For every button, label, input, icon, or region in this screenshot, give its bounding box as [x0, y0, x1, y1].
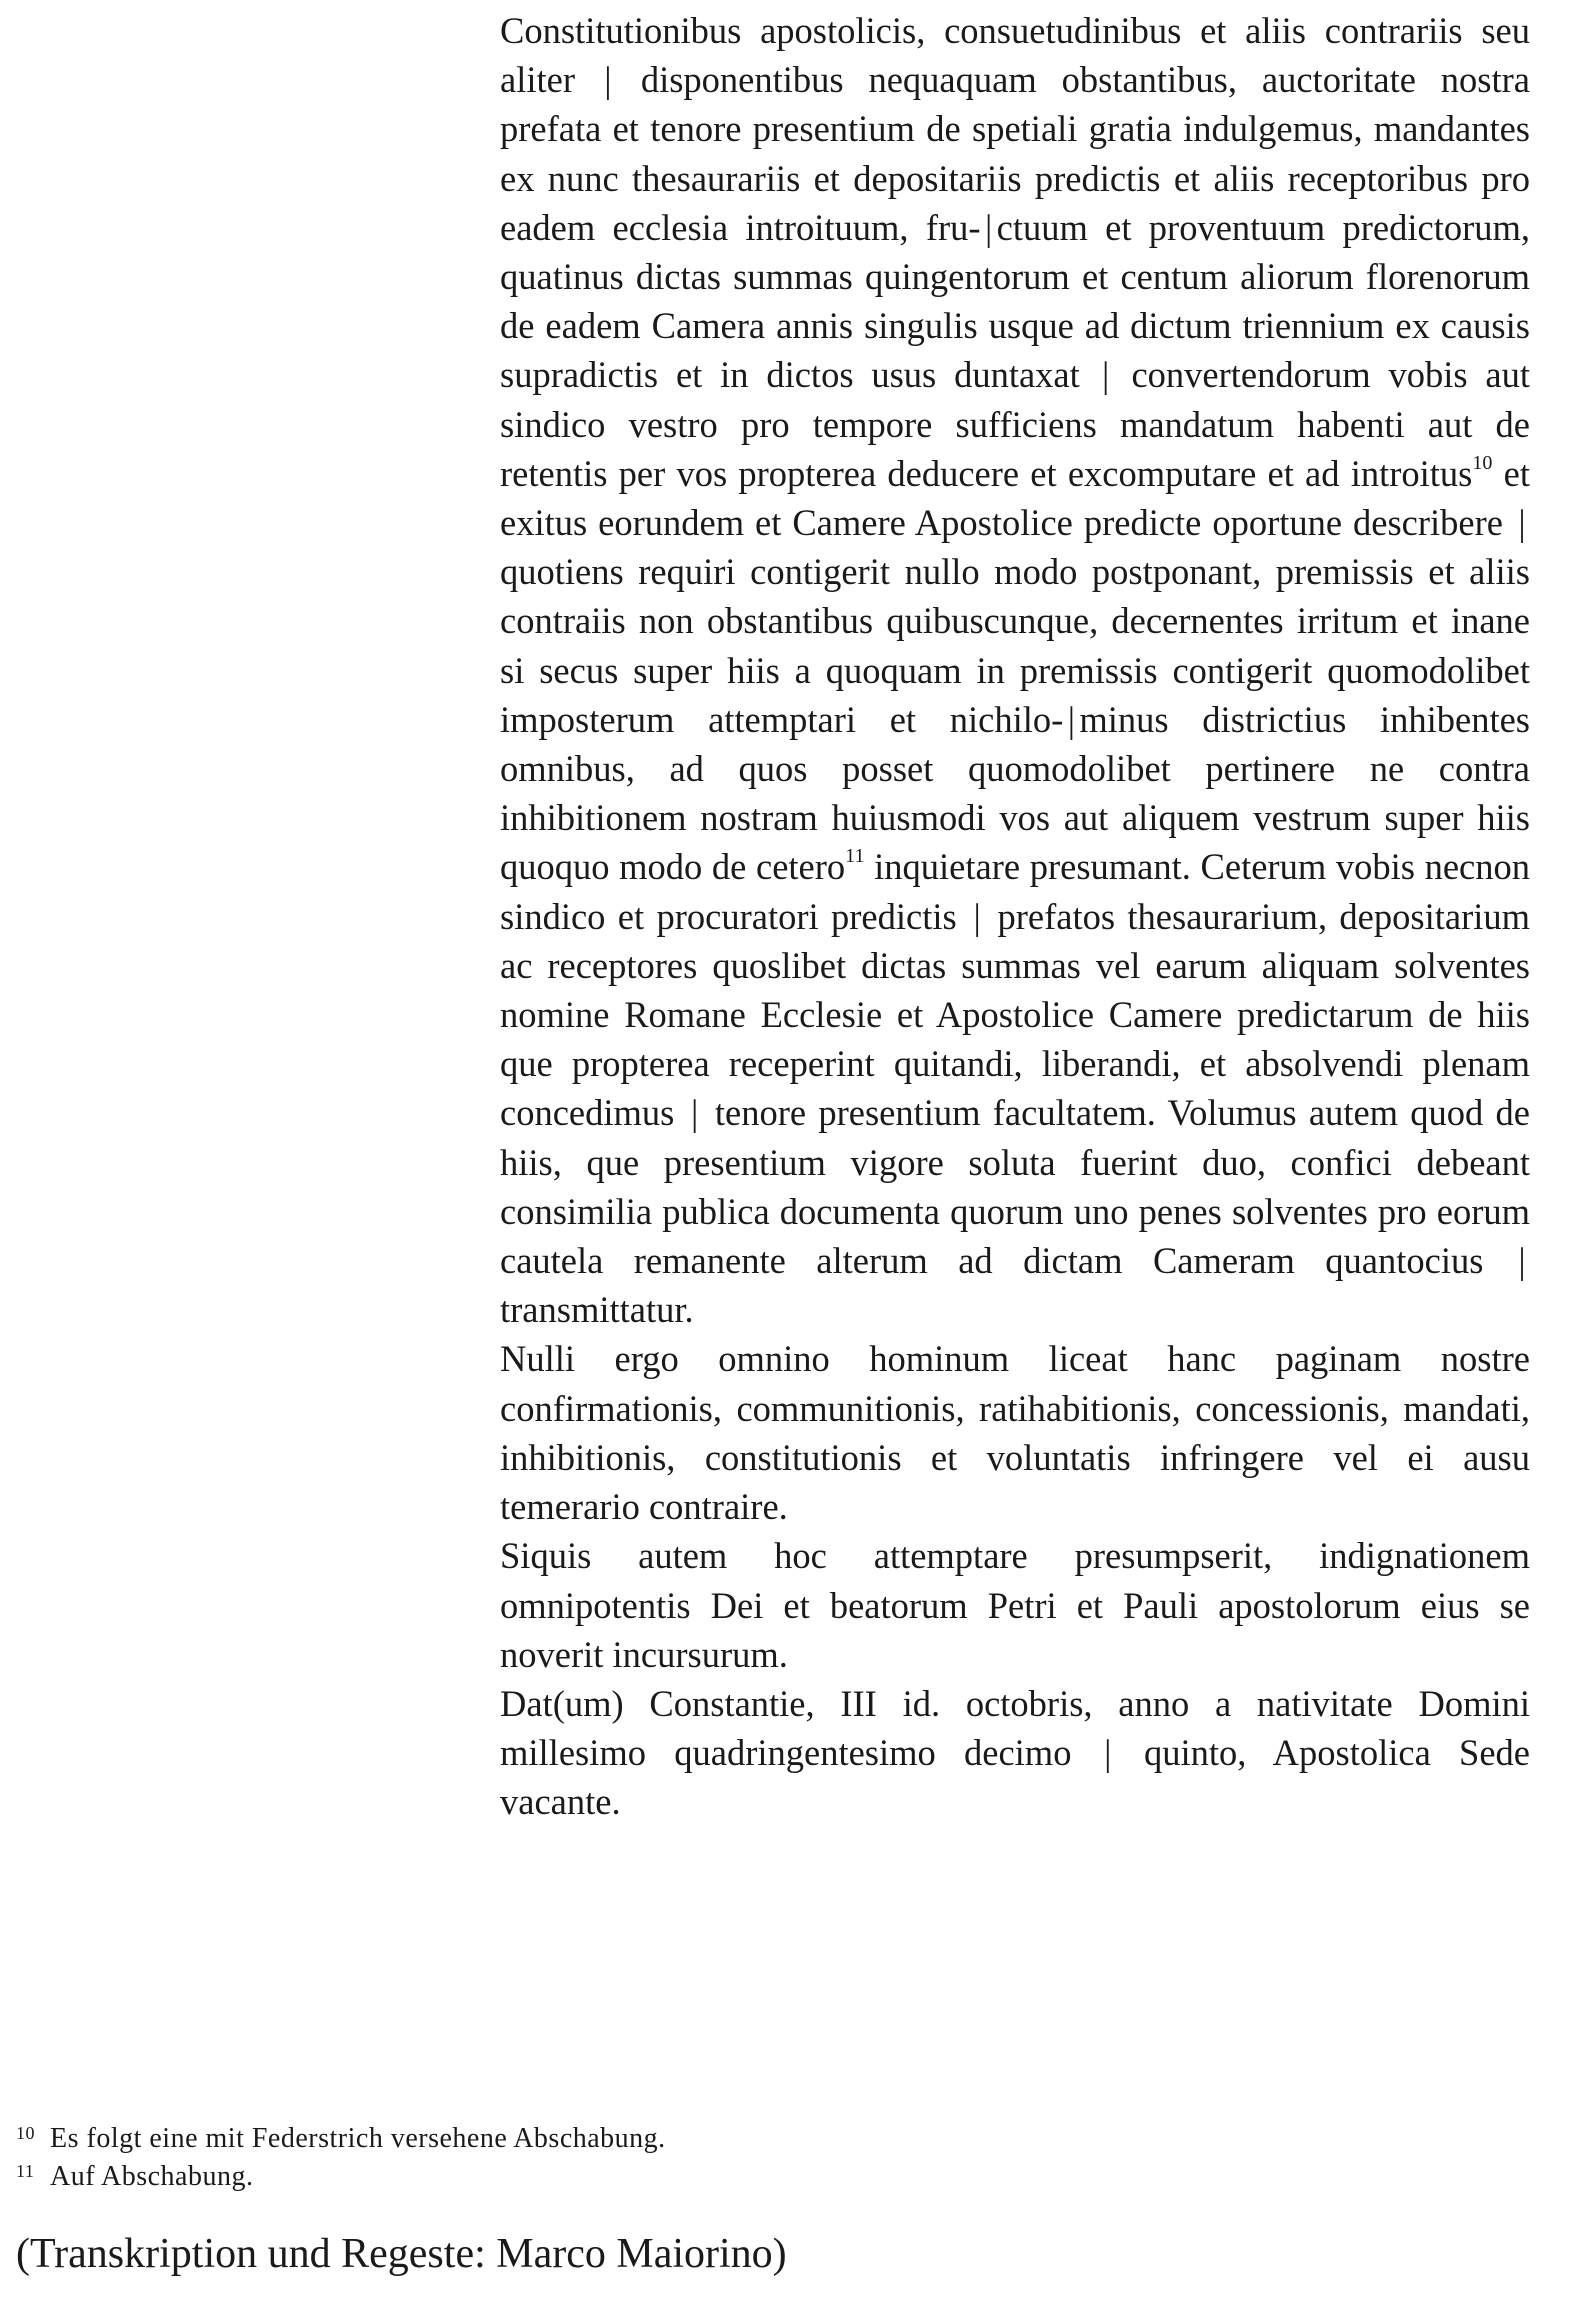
footnote-reference: 11	[845, 845, 865, 868]
line-break-marker: |	[604, 59, 612, 101]
footnotes	[16, 2120, 916, 2196]
text-paragraph: Dat(um) Constantie, III id. octobris, anno a nativitate Domini millesimo quadringentesimo decimo | quinto, Apostolica Sede vacante.	[500, 1682, 1530, 1823]
line-break-marker: |	[1067, 698, 1075, 740]
footnote-number: 10	[16, 2123, 35, 2143]
line-break-marker: |	[1518, 1240, 1526, 1282]
text-paragraph: Constitutionibus apostolicis, consuetudinibus et aliis contrariis seu aliter | disponentibus nequaquam obstantibus, auctoritate nostra prefata et tenore presentium de spetiali gratia indulgemus, mandantes ex nunc thesaurariis et depositariis predictis et aliis receptoribus pro eadem ecclesia introituum, fru- | ctuum et proventuum predictorum, quatinus dictas summas quingentorum et centum aliorum florenorum de eadem Camera annis singulis usque ad dictum triennium ex causis supradictis et in dictos usus duntaxat | convertendorum vobis aut sindico vestro pro tempore sufficiens mandatum habenti aut de retentis per vos propterea deducere et excomputare et ad introitus$^{10}$ et exitus eorundem et Camere Apostolice predicte oportune describere | quotiens requiri contigerit nullo modo postponant, premissis et aliis contraiis non obstantibus quibuscunque, decernentes irritum et inane si secus super hiis a quoquam in premissis contigerit quomodolibet imposterum attemptari et nichilo- | minus districtius inhibentes omnibus, ad quos posset quomodolibet pertinere ne contra inhibitionem nostram huiusmodi vos aut aliquem vestrum super hiis quoquo modo de cetero$^{11}$ inquietare presumant. Ceterum vobis necnon sindico et procuratori predictis | prefatos thesaurarium, depositarium ac receptores quoslibet dictas summas vel earum aliquam solventes nomine Romane Ecclesie et Apostolice Camere predictarum de hiis que propterea receperint quitandi, liberandi, et absolvendi plenam concedimus | tenore presentium facultatem. Volumus autem quod de hiis, que presentium vigore soluta fuerint duo, confici debeant consimilia publica documenta quorum uno penes solventes pro eorum cautela remanente alterum ad dictam Cameram quantocius | transmittatur.	[500, 10, 1531, 1331]
footnote	[16, 2158, 916, 2196]
footnote-text: Es folgt eine mit Federstrich versehene Abschabung.	[50, 2123, 666, 2154]
footnote-reference: 10	[1472, 451, 1493, 474]
line-break-marker: |	[973, 895, 981, 937]
text-paragraph: Siquis autem hoc attemptare presumpserit, indignationem omnipotentis Dei et beatorum Petri et Pauli apostolorum eius se noverit incursurum.	[500, 1535, 1530, 1675]
footnote	[16, 2120, 916, 2158]
line-break-marker: |	[1101, 354, 1110, 396]
main-text	[500, 6, 1530, 1827]
line-break-marker: |	[984, 206, 993, 248]
line-break-marker: |	[1104, 1732, 1112, 1774]
transcription-credit: (Transkription und Regeste: Marco Maiorino)	[16, 2231, 787, 2277]
text-paragraph: Nulli ergo omnino hominum liceat hanc paginam nostre confirmationis, communitionis, ratihabitionis, concessionis, mandati, inhibitionis, constitutionis et voluntatis infringere vel ei ausu temerario contraire.	[500, 1338, 1530, 1528]
footnote-number: 11	[16, 2161, 35, 2181]
line-break-marker: |	[690, 1092, 699, 1134]
footnote-text: Auf Abschabung.	[50, 2161, 254, 2192]
line-break-marker: |	[1518, 502, 1526, 544]
